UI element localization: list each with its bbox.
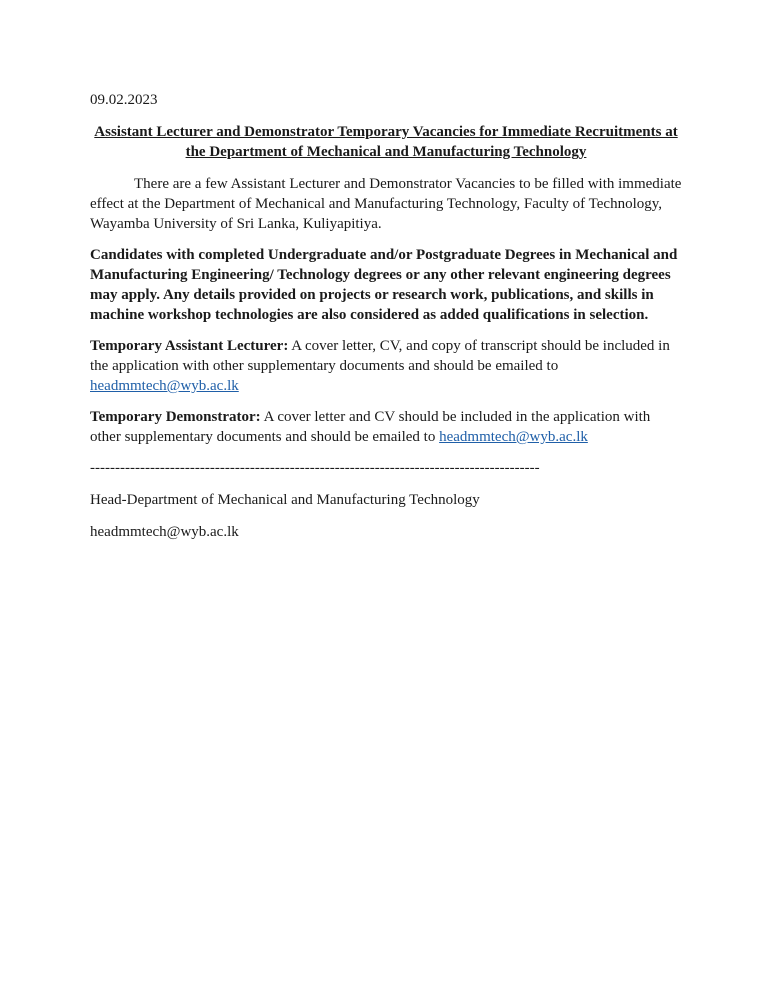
eligibility-paragraph: Candidates with completed Undergraduate and/or Postgraduate Degrees in Mechanical and Manufacturing Engineering/ Technology degrees or any other relevant engineering degrees may apply. Any details provided on projects or research work, publications, and skills in machine workshop technologies are also considered as added qualifications in selection. bbox=[90, 247, 678, 323]
signature-title: Head-Department of Mechanical and Manufacturing Technology bbox=[90, 492, 480, 508]
divider-line: ------------------------------------------------------------------------------------------ bbox=[90, 460, 540, 476]
lecturer-label: Temporary Assistant Lecturer: bbox=[90, 338, 289, 354]
demonstrator-paragraph bbox=[90, 407, 682, 447]
document-date: 09.02.2023 bbox=[90, 92, 158, 108]
demonstrator-label: Temporary Demonstrator: bbox=[90, 409, 261, 425]
document-page bbox=[90, 90, 682, 554]
document-title: Assistant Lecturer and Demonstrator Temporary Vacancies for Immediate Recruitments at the Department of Mechanical and Manufacturing Technology bbox=[94, 124, 678, 160]
lecturer-email-link[interactable]: headmmtech@wyb.ac.lk bbox=[90, 378, 239, 394]
intro-paragraph: There are a few Assistant Lecturer and Demonstrator Vacancies to be filled with immediate effect at the Department of Mechanical and Manufacturing Technology, Faculty of Technology, Wayamba University of Sri Lanka, Kuliyapitiya. bbox=[90, 176, 682, 232]
signature-email: headmmtech@wyb.ac.lk bbox=[90, 524, 239, 540]
demonstrator-email-link[interactable]: headmmtech@wyb.ac.lk bbox=[439, 429, 588, 445]
demonstrator-text: A cover letter and CV should be included in the application with other supplementary documents and should be emailed to bbox=[90, 409, 651, 445]
lecturer-paragraph bbox=[90, 336, 682, 396]
lecturer-text: A cover letter, CV, and copy of transcript should be included in the application with other supplementary documents and should be emailed to bbox=[90, 338, 670, 374]
